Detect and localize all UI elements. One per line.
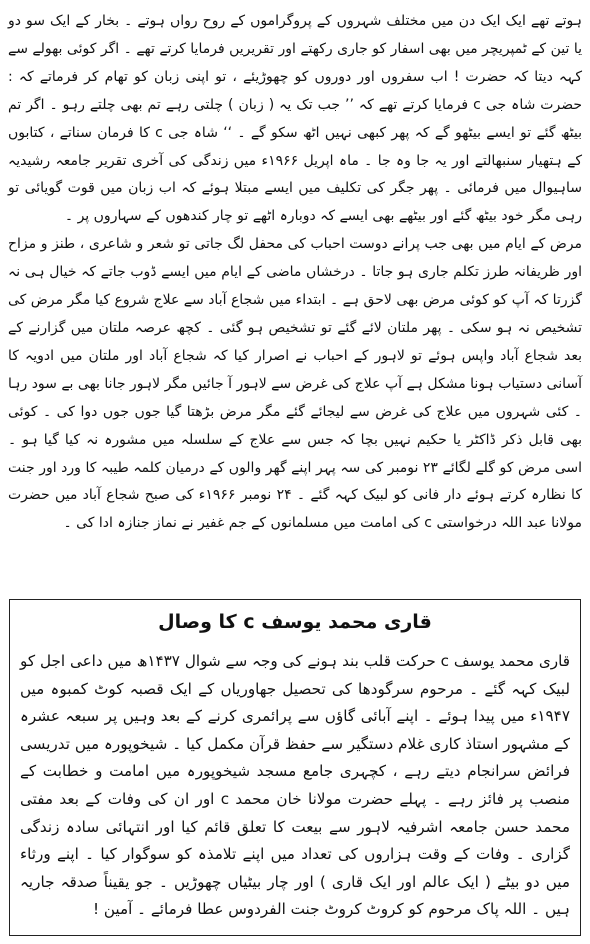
article-paragraph: ہوتے تھے ایک ایک دن میں مختلف شہروں کے پروگراموں کے روح رواں ہوتے ۔ بخار کے ایک سو دو یا تین کے ٹمپریچر میں بھی اسفار کو جاری رکھتے اور تقریریں فرمایا کرتے تھے ۔ اگر کوئی بھولے سے کہہ دیتا کہ حضرت ! اب سفروں اور دوروں کو چھوڑیئے ، تو اپنی زبان کو تھام کر فرماتے کہ : حضرت شاہ جی c فرمایا کرتے تھے کہ ’’ جب تک یہ ( زبان ) چلتی رہے تم بھی چلتے رہو ۔ اگر تم بیٹھ گئے تو ایسے بیٹھو گے کہ پھر کبھی نہیں اٹھ سکو گے ۔ ‘‘ شاہ جی c کا فرمان سناتے ، کتابوں کے ہتھیار سنبھالتے اور یہ جا وہ جا ۔ ماہ اپریل ۱۹۶۶ء میں زندگی کی آخری تقریر جامعہ رشیدیہ ساہیوال میں فرمائی ۔ پھر جگر کی تکلیف میں ایسے مبتلا ہوئے کہ اب زبان میں قوت گویائی تو رہی مگر خود بیٹھ گئے اور بیٹھے بھی ایسے کہ دوبارہ اٹھے تو چار کندھوں کے سہاروں پر ۔ (8, 13, 583, 225)
box-body (20, 648, 570, 924)
article-body (8, 8, 582, 538)
box-title: قاری محمد یوسف c کا وصال (158, 611, 432, 633)
obituary-box (9, 599, 581, 936)
article-paragraph: مرض کے ایام میں بھی جب پرانے دوست احباب کی محفل لگ جاتی تو شعر و شاعری ، طنز و مزاح اور ظریفانہ طرز تکلم جاری ہو جاتا ۔ درخشاں ماضی کے ایام میں ایسے ڈوب جاتے کہ خیال ہی نہ گزرتا کہ آپ کو کوئی مرض بھی لاحق ہے ۔ ابتداء میں شجاع آباد سے علاج شروع کیا مگر مرض کی تشخیص نہ ہو سکی ۔ پھر ملتان لائے گئے تو تشخیص ہو گئی ۔ کچھ عرصہ ملتان میں گزارنے کے بعد شجاع آباد واپس ہوئے تو لاہور کے احباب نے اصرار کیا کہ شجاع آباد اور ملتان میں ادویہ کا آسانی دستیاب ہونا مشکل ہے آپ علاج کی غرض سے لاہور آ جائیں مگر لاہور جانا بھی بے سود رہا ۔ کئی شہروں میں علاج کی غرض سے لیجائے گئے مگر مرض بڑھتا گیا جوں جوں دوا کی ۔ کوئی بھی قابل ذکر ڈاکٹر یا حکیم نہیں بچا کہ جس سے علاج کے سلسلہ میں مشورہ نہ کیا گیا ہو ۔ اسی مرض کو گلے لگائے ۲۳ نومبر کی سہ پہر اپنے گھر والوں کے درمیان کلمہ طیبہ کا ورد اور جنت کا نظارہ کرتے ہوئے دار فانی کو لبیک کہہ گئے ۔ ۲۴ نومبر ۱۹۶۶ء کی صبح شجاع آباد میں حضرت مولانا عبد اللہ درخواستی c کی امامت میں مسلمانوں کے جم غفیر نے نماز جنازہ ادا کی ۔ (8, 236, 582, 532)
box-paragraph: قاری محمد یوسف c حرکت قلب بند ہونے کی وجہ سے شوال ۱۴۳۷ھ میں داعی اجل کو لبیک کہہ گئے ۔ مرحوم سرگودھا کی تحصیل جھاوریاں کے ایک قصبہ کوٹ کمبوہ میں ۱۹۴۷ء میں پیدا ہوئے ۔ اپنے آبائی گاؤں سے پرائمری کرنے کے بعد وہیں پر سبعہ عشرہ کے مشہور استاذ کاری غلام دستگیر سے حفظ قرآن مکمل کیا ۔ شیخوپورہ میں تدریسی فرائض سرانجام دیتے رہے ، کچہری جامع مسجد شیخوپورہ میں امامت و خطابت کے منصب پر فائز رہے ۔ پہلے حضرت مولانا خان محمد c اور ان کی وفات کے بعد مفتی محمد حسن جامعہ اشرفیہ لاہور سے بیعت کا تعلق قائم کیا اور انتہائی سادہ زندگی گزاری ۔ وفات کے وقت ہزاروں کی تعداد میں اپنے تلامذہ کو سوگوار کیا ۔ اپنے ورثاء میں دو بیٹے ( ایک عالم اور ایک قاری ) اور چار بیٹیاں چھوڑیں ۔ جو یقیناً صدقہ جاریہ ہیں ۔ اللہ پاک مرحوم کو کروٹ کروٹ جنت الفردوس عطا فرمائے ۔ آمین ! (20, 652, 570, 919)
